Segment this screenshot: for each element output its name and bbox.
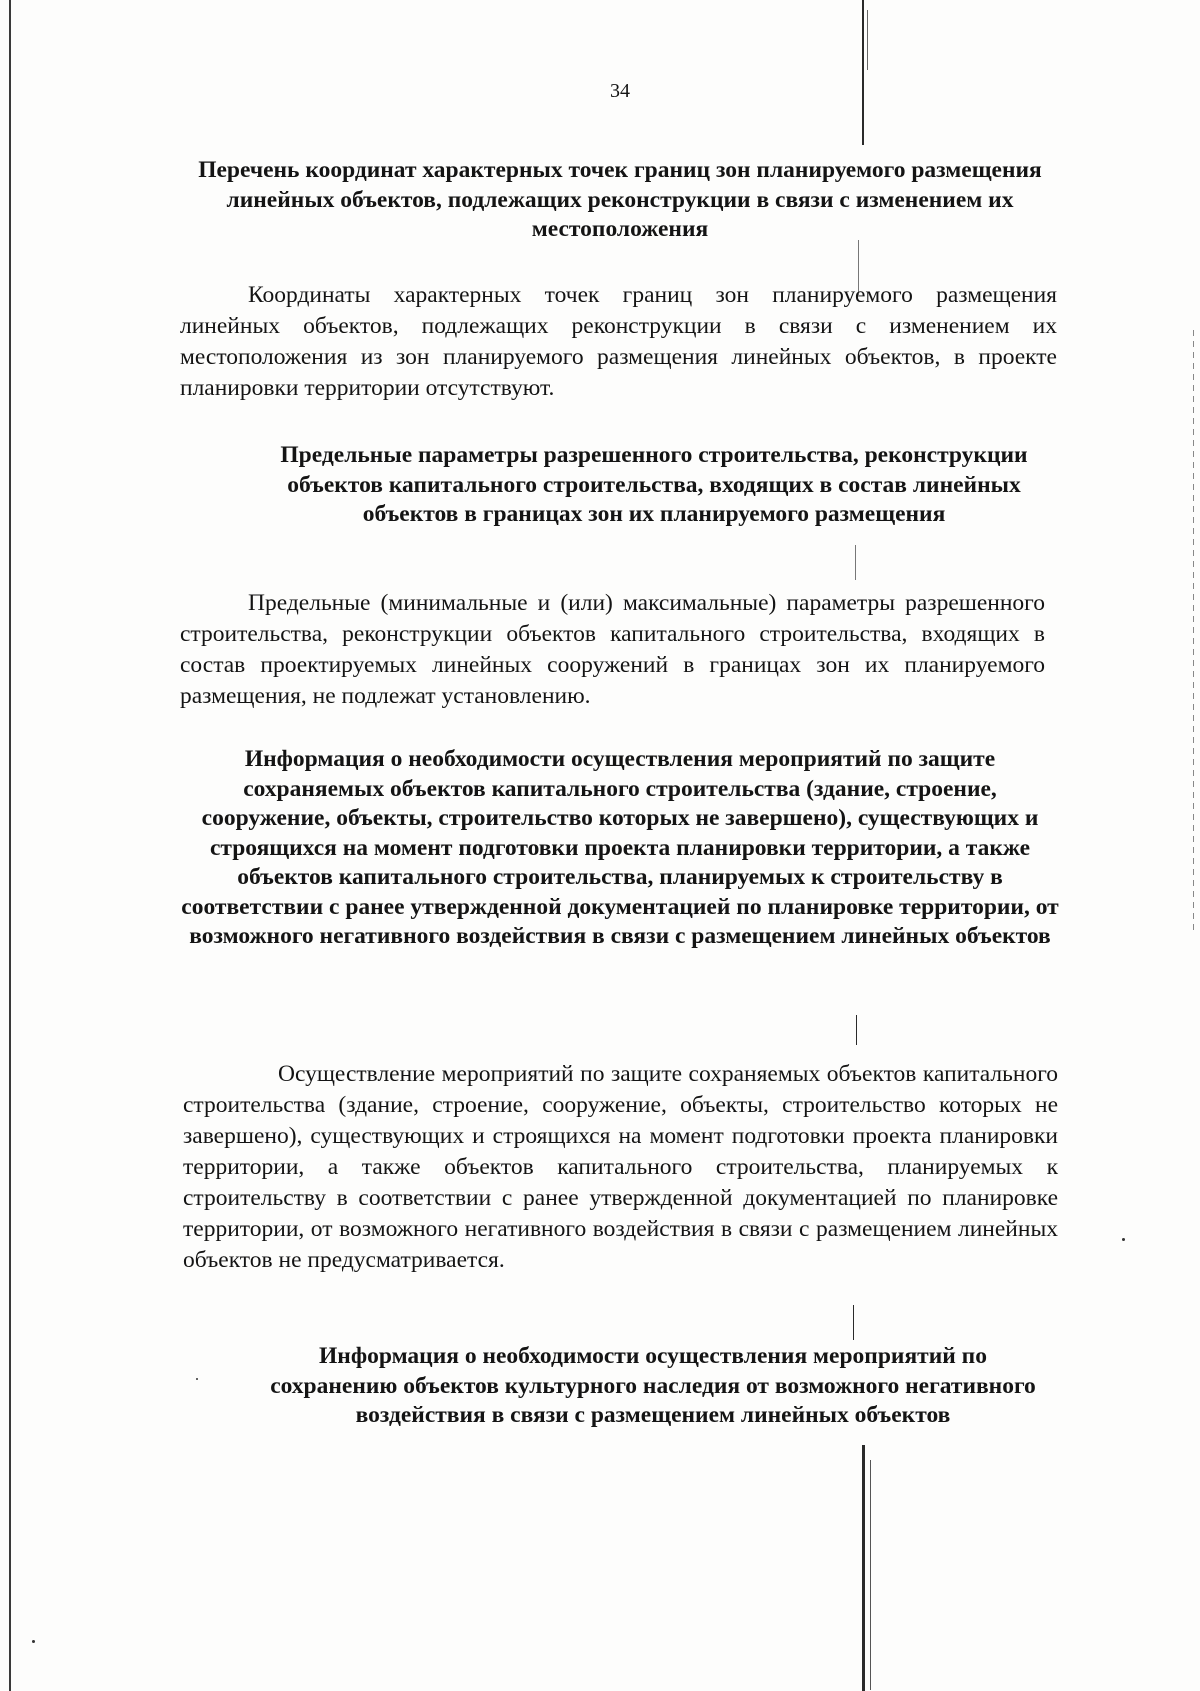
section-heading-cultural-heritage: Информация о необходимости осуществления мероприятий по сохранению объектов культурного наследия от возможного негативного воздействия в связи с размещением линейных объектов [270, 1343, 1036, 1428]
scan-speck [1122, 1238, 1125, 1241]
section-body-limit-parameters: Предельные (минимальные и (или) максимальные) параметры разрешенного строительства, реконструкции объектов капитального строительства, входящих в состав проектируемых линейных сооружений в границах зон их планируемого размещения, не подлежат установлению. [180, 590, 1045, 709]
page-number: 34 [610, 80, 630, 102]
section-heading-coordinates: Перечень координат характерных точек границ зон планируемого размещения линейных объектов, подлежащих реконструкции в связи с изменением их местоположения [198, 157, 1042, 242]
section-body-coordinates: Координаты характерных точек границ зон планируемого размещения линейных объектов, подлежащих реконструкции в связи с изменением их местоположения из зон планируемого размещения линейных объектов, в проекте планировки территории отсутствуют. [180, 282, 1057, 401]
binder-mark [862, 1445, 865, 1691]
binder-mark [855, 545, 856, 580]
section-heading-protection-measures: Информация о необходимости осуществления мероприятий по защите сохраняемых объектов капитального строительства (здание, строение, сооружение, объекты, строительство которых не завершено), существующих и строящихся на момент подготовки проекта планировки территории, а также объектов капитального строительства, планируемых к строительству в соответствии с ранее утвержденной документацией по планировке территории, от возможного негативного воздействия в связи с размещением линейных объектов [181, 746, 1059, 949]
binder-mark [870, 1460, 871, 1690]
binder-mark [862, 0, 864, 145]
section-body-protection-measures: Осуществление мероприятий по защите сохраняемых объектов капитального строительства (здание, строение, сооружение, объекты, строительство которых не завершено), существующих и строящихся на момент подготовки проекта планировки территории, а также объектов капитального строительства, планируемых к строительству в соответствии с ранее утвержденной документацией по планировке территории, от возможного негативного воздействия в связи с размещением линейных объектов не предусматривается. [183, 1061, 1058, 1273]
section-heading-limit-parameters: Предельные параметры разрешенного строительства, реконструкции объектов капитального строительства, входящих в состав линейных объектов в границах зон их планируемого размещения [280, 442, 1028, 527]
scan-speck [196, 1378, 198, 1380]
binder-mark [867, 10, 868, 70]
scan-edge-right [1193, 330, 1194, 930]
binder-mark [853, 1305, 854, 1340]
scan-edge-left [9, 0, 11, 1691]
binder-mark [856, 1015, 857, 1045]
scan-speck [32, 1640, 35, 1643]
